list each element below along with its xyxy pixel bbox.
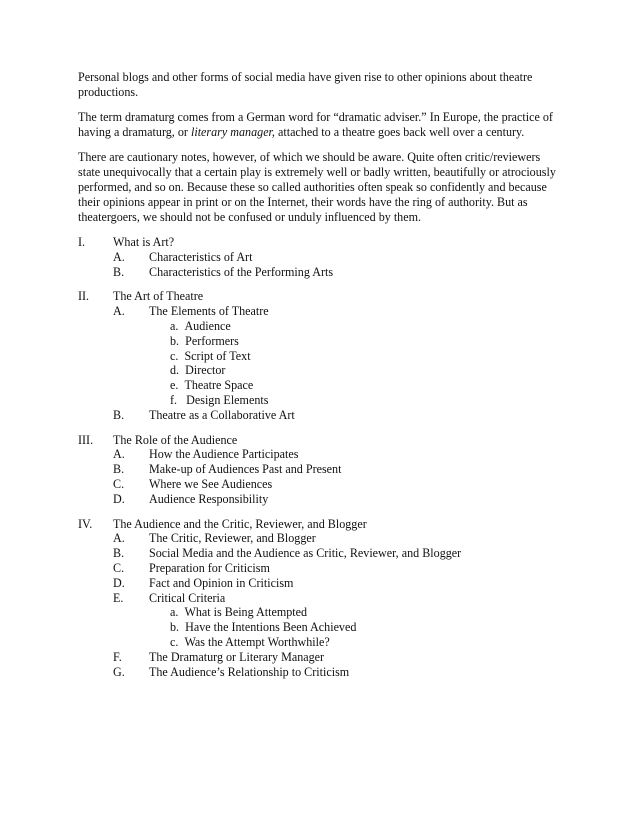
subitem-label: Script of Text [184,348,251,363]
item-text: The Audience’s Relationship to Criticism [149,664,350,679]
subitem-letter: e. [170,378,179,393]
subitem-text [170,620,356,635]
subitem-text [170,334,239,349]
section-title: The Role of the Audience [113,432,238,447]
paragraph-2-text-end: attached to a theatre goes back well over a century. [274,125,525,139]
outline-item [78,462,562,477]
item-text: Critical Criteria [149,590,226,605]
outline-item [78,492,562,507]
subitem-text [170,363,225,378]
outline-heading [78,289,562,304]
roman-numeral: II. [78,289,90,304]
item-text: Where we See Audiences [149,476,273,491]
roman-numeral: III. [78,432,94,447]
outline-item [78,304,562,319]
subitem-letter: c. [170,634,179,649]
roman-numeral: I. [78,235,86,249]
item-text: Characteristics of Art [149,249,253,264]
outline-item [78,665,562,680]
outline-subitem [78,620,562,635]
outline-item [78,447,562,462]
item-letter: E. [113,590,124,605]
item-text: The Elements of Theatre [149,304,269,319]
outline-heading [78,433,562,448]
outline-item [78,250,562,265]
subitem-letter: d. [170,363,180,378]
outline-subitem [78,393,562,408]
item-letter: B. [113,546,125,561]
section-title: The Audience and the Critic, Reviewer, and Blogger [113,516,367,531]
item-letter: A. [113,447,125,462]
item-letter: D. [113,575,125,590]
item-text: Make-up of Audiences Past and Present [149,462,342,477]
subitem-letter: f. [170,392,178,407]
item-text: How the Audience Participates [149,447,299,462]
item-text: Audience Responsibility [149,491,269,506]
subitem-letter: b. [170,620,180,635]
outline-item [78,531,562,546]
outline-subitem [78,349,562,364]
subitem-label: Performers [185,333,239,348]
outline-item [78,477,562,492]
item-text: Social Media and the Audience as Critic, Reviewer, and Blogger [149,546,462,561]
course-outline [78,235,562,679]
outline-heading [78,235,562,250]
subitem-text [170,635,330,650]
subitem-label: Audience [184,318,231,333]
outline-item [78,546,562,561]
outline-subitem [78,363,562,378]
item-letter: G. [113,664,125,679]
subitem-letter: c. [170,348,179,363]
item-letter: B. [113,407,125,422]
item-text: Theatre as a Collaborative Art [149,407,295,422]
intro-paragraph-1: Personal blogs and other forms of social media have given rise to other opinions about theatre productions. [78,70,533,99]
subitem-label: What is Being Attempted [184,605,308,620]
item-text: The Dramaturg or Literary Manager [149,649,325,664]
item-text: The Critic, Reviewer, and Blogger [149,531,316,546]
subitem-label: Have the Intentions Been Achieved [185,620,357,635]
outline-section-2 [78,289,562,422]
outline-heading [78,517,562,532]
outline-item [78,265,562,280]
subitem-letter: a. [170,318,179,333]
paragraph-2-italic-term: literary manager, [190,125,275,139]
outline-subitem [78,334,562,349]
outline-subitem [78,605,562,620]
item-letter: A. [113,249,125,264]
item-text: Preparation for Criticism [149,560,270,575]
outline-item [78,561,562,576]
outline-item [78,576,562,591]
subitem-letter: a. [170,605,179,620]
subitem-text [170,393,268,408]
item-text: Fact and Opinion in Criticism [149,575,294,590]
subitem-text [170,349,251,364]
subitem-label: Was the Attempt Worthwhile? [184,634,330,649]
outline-section-4 [78,517,562,680]
subitem-text [170,378,253,393]
intro-paragraph-2 [78,110,562,140]
item-letter: D. [113,491,125,506]
subitem-text [170,605,307,620]
item-letter: A. [113,531,125,546]
outline-item [78,408,562,423]
outline-section-1 [78,235,562,279]
item-letter: B. [113,264,125,279]
item-letter: C. [113,476,125,491]
subitem-label: Director [185,363,226,378]
outline-subitem [78,635,562,650]
outline-section-3 [78,433,562,507]
item-letter: B. [113,462,125,477]
section-title: What is Art? [113,235,175,249]
section-title: The Art of Theatre [113,289,204,304]
subitem-letter: b. [170,333,180,348]
item-letter: C. [113,560,125,575]
item-letter: A. [113,304,125,319]
subitem-text [170,319,231,334]
intro-paragraph-3: There are cautionary notes, however, of which we should be aware. Quite often critic/reviewers state unequivocally that a certain play is extremely well or badly written, beautifully or atrociously performed, and so on. Because these so called authorities often speak so confidently and because their opinions appear in print or on the Internet, their words have the ring of authority. But as theatergoers, we should not be confused or unduly influenced by them. [78,150,556,224]
paragraph-2-text-start: The term dramaturg comes from a German word for “dramatic adviser.” In Europe, the practice of having a dramaturg, or [78,110,553,139]
outline-subitem [78,319,562,334]
subitem-label: Design Elements [186,392,269,407]
outline-item [78,591,562,606]
outline-subitem [78,378,562,393]
document-page [78,70,562,689]
item-letter: F. [113,649,122,664]
subitem-label: Theatre Space [184,378,254,393]
item-text: Characteristics of the Performing Arts [149,264,334,279]
roman-numeral: IV. [78,516,93,531]
outline-item [78,650,562,665]
